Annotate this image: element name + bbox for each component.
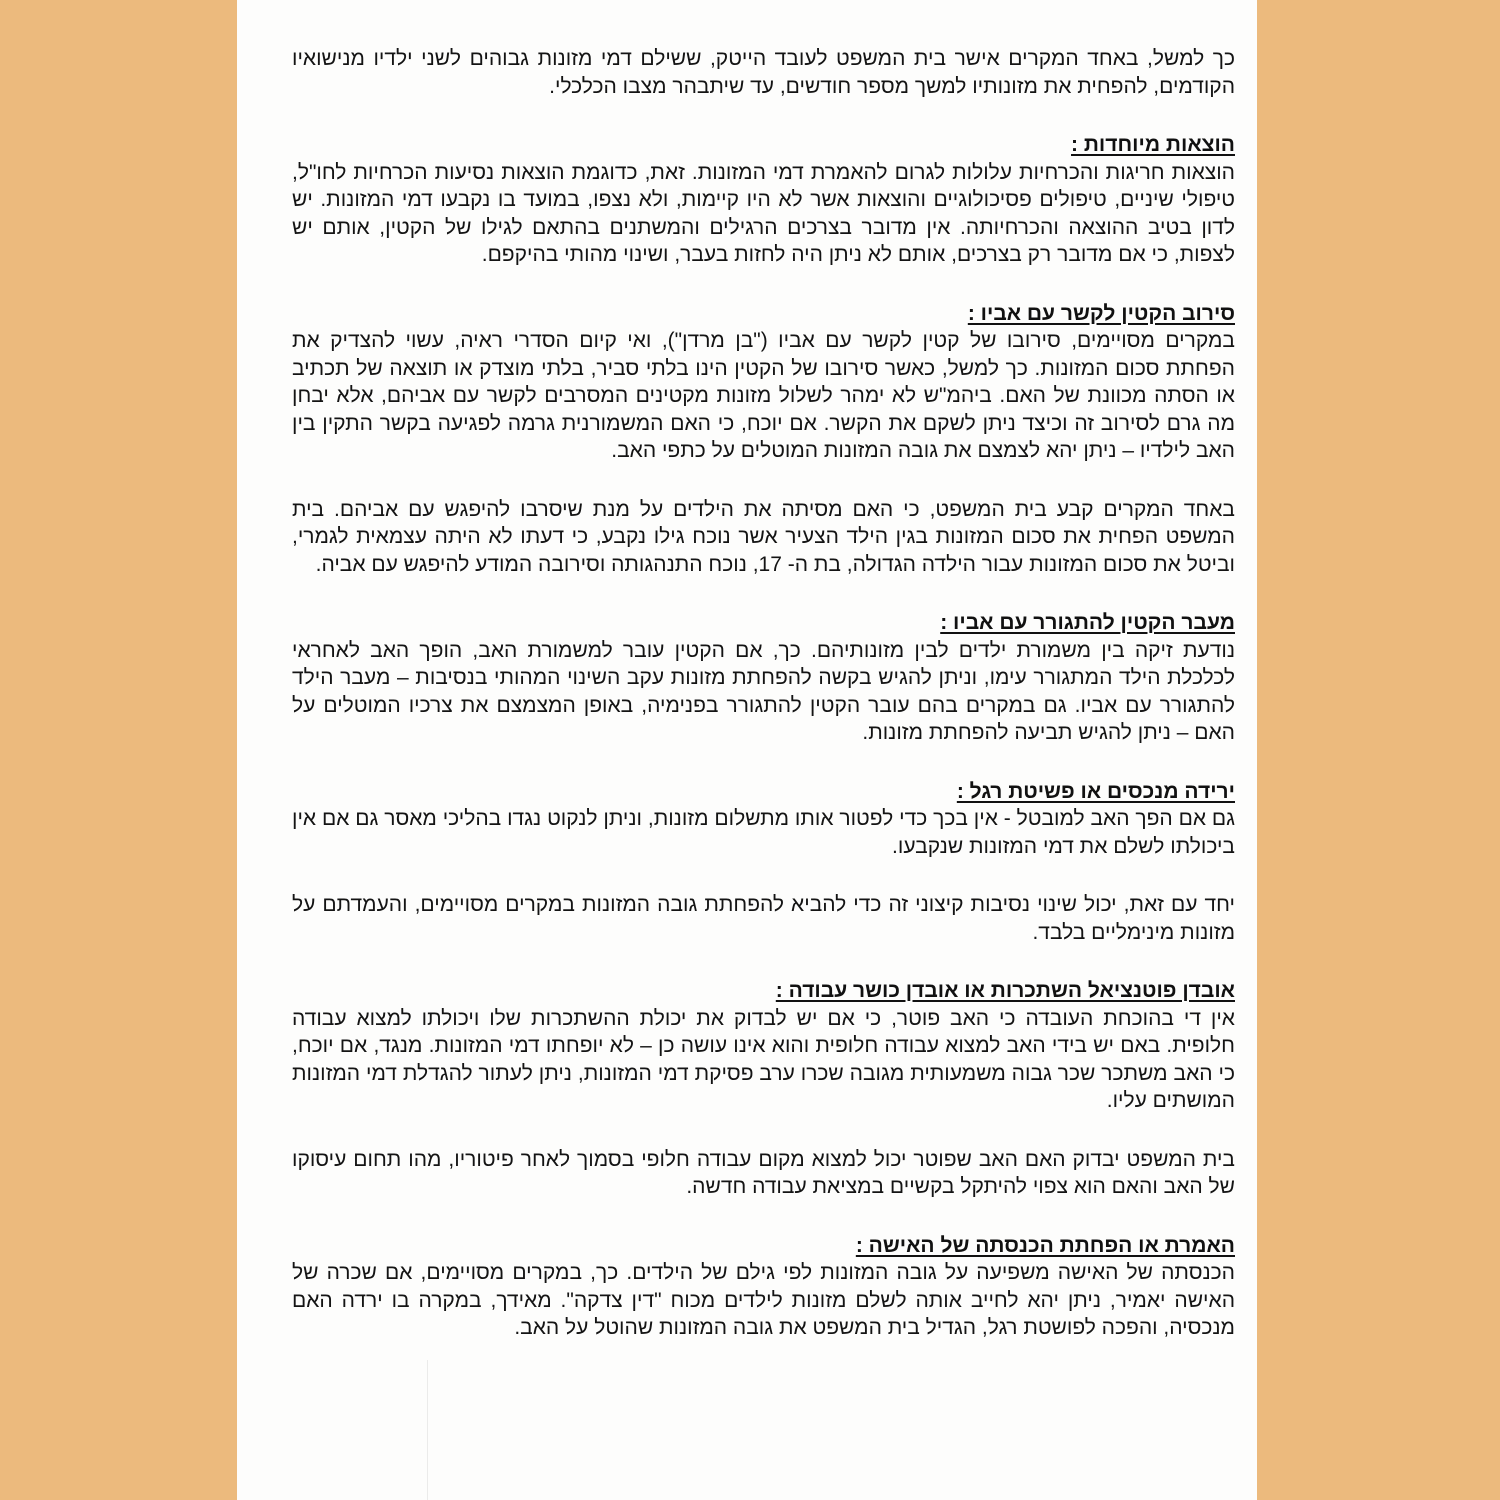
section-minor-refusal (292, 300, 1235, 579)
page-crease (427, 1360, 428, 1500)
section-paragraph: הוצאות חריגות והכרחיות עלולות לגרום להאמרת דמי המזונות. זאת, כדוגמת הוצאות נסיעות הכרחיות לחו"ל, טיפולי שיניים, טיפולים פסיכולוגיים והוצאות אשר לא היו קיימות, ולא נצפו, במועד בו נקבעו דמי המזונות. יש לדון בטיב ההוצאה והכרחיותה. אין מדובר בצרכים הרגילים והמשתנים בהתאם לגילו של הקטין, אותם יש לצפות, כי אם מדובר רק בצרכים, אותם לא ניתן היה לחזות בעבר, ושינוי מהותי בהיקפם. (292, 160, 1235, 266)
section-heading: האמרת או הפחתת הכנסתה של האישה : (855, 1233, 1235, 1257)
section-heading: הוצאות מיוחדות : (1071, 133, 1235, 156)
section-paragraph: הכנסתה של האישה משפיעה על גובה המזונות לפי גילם של הילדים. כך, במקרים מסויימים, אם שכרה של האישה יאמיר, ניתן יהא לחייב אותה לשלם מזונות לילדים מכוח "דין צדקה". מאידך, במקרה בו ירדה האם מנכסיה, והפכה לפושטת רגל, הגדיל בית המשפט את גובה המזונות שהוטל על האב. (292, 1261, 1235, 1339)
section-mother-income-change (292, 1232, 1235, 1342)
intro-paragraph: כך למשל, באחד המקרים אישר בית המשפט לעובד הייטק, ששילם דמי מזונות גבוהים לשני ילדיו מנישואיו הקודמים, להפחית את מזונותיו למשך מספר חודשים, עד שיתבהר מצבו הכלכלי. (292, 47, 1235, 98)
section-minor-moves-to-father (292, 609, 1235, 747)
section-paragraph: יחד עם זאת, יכול שינוי נסיבות קיצוני זה כדי להביא להפחתת גובה המזונות במקרים מסויימים, והעמדתם על מזונות מינימליים בלבד. (292, 893, 1235, 944)
section-heading: מעבר הקטין להתגורר עם אביו : (940, 611, 1235, 634)
section-paragraph: גם אם הפך האב למובטל - אין בכך כדי לפטור אותו מתשלום מזונות, וניתן לנקוט נגדו בהליכי מאסר גם אם אין ביכולתו לשלם את דמי המזונות שנקבעו. (292, 807, 1235, 858)
section-heading: אובדן פוטנציאל השתכרות או אובדן כושר עבודה : (775, 979, 1235, 1002)
section-paragraph: בית המשפט יבדוק האם האב שפוטר יכול למצוא מקום עבודה חלופי בסמוך לאחר פיטוריו, מהו תחום עיסוקו של האב והאם הוא צפוי להיתקל בקשיים במציאת עבודה חדשה. (292, 1147, 1235, 1198)
section-heading: ירידה מנכסים או פשיטת רגל : (956, 779, 1235, 803)
section-special-expenses (292, 131, 1235, 269)
document-text (292, 45, 1235, 1342)
section-heading: סירוב הקטין לקשר עם אביו : (967, 301, 1235, 325)
section-loss-of-assets-bankruptcy (292, 778, 1235, 947)
section-paragraph: במקרים מסויימים, סירובו של קטין לקשר עם אביו ("בן מרדן"), ואי קיום הסדרי ראיה, עשוי להצדיק את הפחתת סכום המזונות. כך למשל, כאשר סירובו של הקטין הינו בלתי סביר, בלתי מוצדק או תוצאה של תכתיב או הסתה מכוונת של האם. ביהמ"ש לא ימהר לשלול מזונות מקטינים המסרבים לקשר עם אביהם, אלא יבחן מה גרם לסירוב זה וכיצד ניתן לשקם את הקשר. אם יוכח, כי האם המשמורנית גרמה לפגיעה בקשר התקין בין האב לילדיו – ניתן יהא לצמצם את גובה המזונות המוטלים על כתפי האב. (292, 329, 1235, 462)
section-paragraph: נודעת זיקה בין משמורת ילדים לבין מזונותיהם. כך, אם הקטין עובר למשמורת האב, הופך האב לאחראי לכלכלת הילד המתגורר עימו, וניתן להגיש בקשה להפחתת מזונות עקב השינוי המהותי בנסיבות – מעבר הילד להתגורר עם אביו. גם במקרים בהם עובר הקטין להתגורר בפנימיה, באופן המצמצם את צרכיו המוטלים על האם – ניתן להגיש תביעה להפחתת מזונות. (292, 638, 1235, 744)
section-paragraph: באחד המקרים קבע בית המשפט, כי האם מסיתה את הילדים על מנת שיסרבו להיפגש עם אביהם. בית המשפט הפחית את סכום המזונות בגין הילד הצעיר אשר נוכח גילו נקבע, כי דעתו לא היתה עצמאית לגמרי, וביטל את סכום המזונות עבור הילדה הגדולה, בת ה- 17, נוכח התנהגותה וסירובה המודע להיפגש עם אביה. (292, 497, 1235, 576)
scanned-page (237, 0, 1257, 1500)
section-loss-of-earning-capacity (292, 977, 1235, 1201)
section-paragraph: אין די בהוכחת העובדה כי האב פוטר, כי אם יש לבדוק את יכולת ההשתכרות שלו ויכולתו למצוא עבודה חלופית. באם יש בידי האב למצוא עבודה חלופית והוא אינו עושה כן – לא יופחתו דמי המזונות. מנגד, אם יוכח, כי האב משתכר שכר גבוה משמעותית מגובה שכרו ערב פסיקת דמי המזונות, ניתן לעתור להגדלת דמי המזונות המושתים עליו. (292, 1006, 1235, 1112)
